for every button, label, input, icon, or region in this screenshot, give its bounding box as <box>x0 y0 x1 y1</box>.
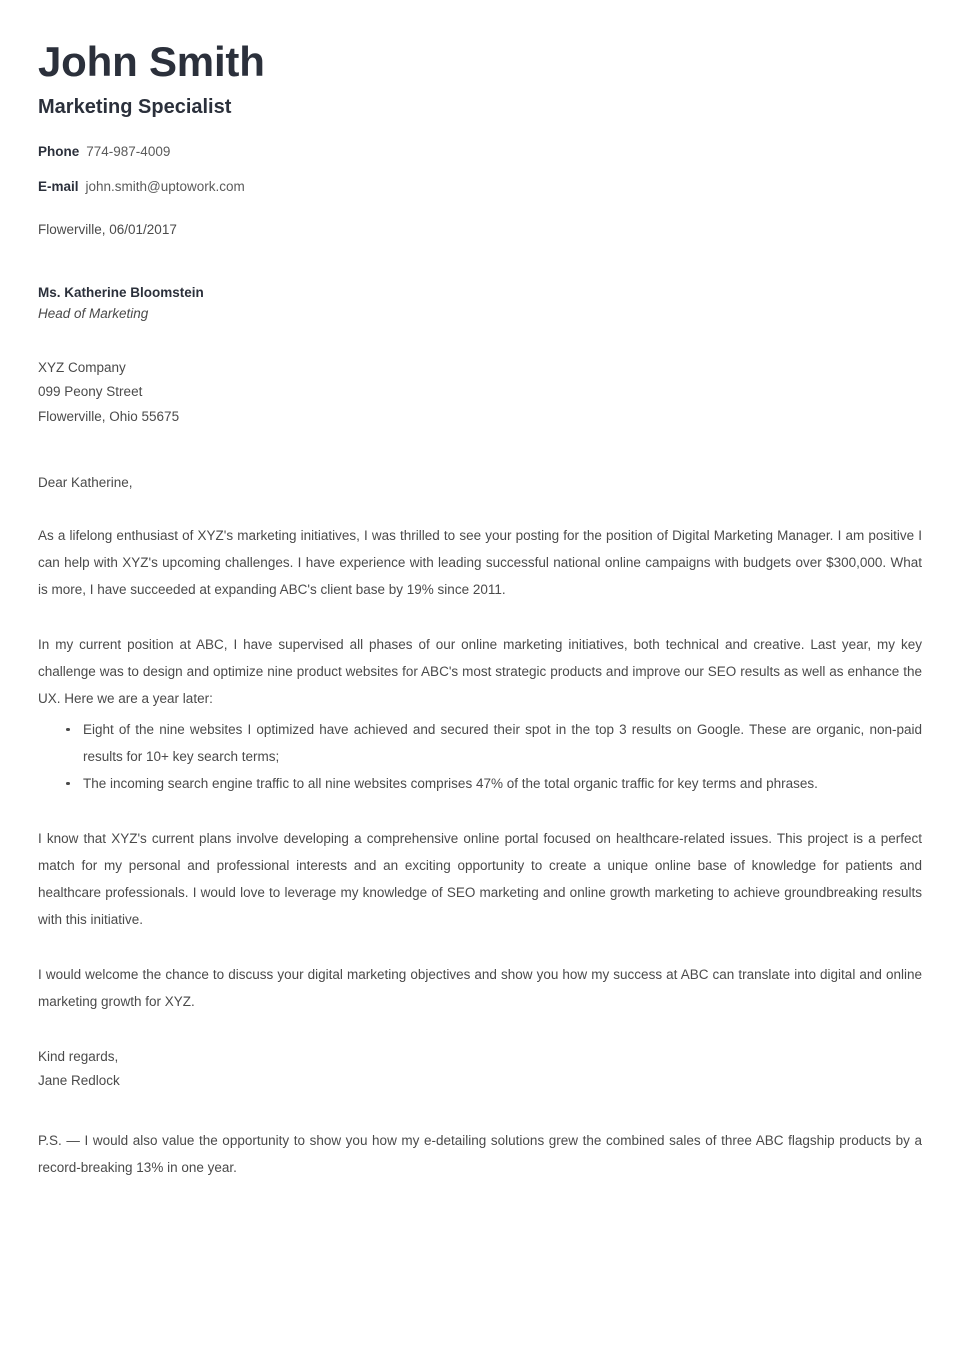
achievements-list <box>38 716 922 797</box>
contact-value-email[interactable]: john.smith@uptowork.com <box>85 178 245 194</box>
signature-name: Jane Redlock <box>38 1073 120 1089</box>
body-paragraph-3: I know that XYZ's current plans involve developing a comprehensive online portal focused on healthcare-related issues. This project is a perfect match for my personal and professional interests and an exciting opportunity to create a unique online base of knowledge for patients and healthcare professionals. I would love to leverage my knowledge of SEO marketing and online growth marketing to achieve groundbreaking results with this initiative. <box>38 830 922 927</box>
salutation: Dear Katherine, <box>38 475 133 491</box>
contact-label-phone: Phone <box>38 144 80 160</box>
address-line-street: 099 Peony Street <box>38 384 143 400</box>
applicant-name: John Smith <box>38 38 265 85</box>
postscript: P.S. — I would also value the opportunity to show you how my e-detailing solutions grew the combined sales of three ABC flagship products by a record-breaking 13% in one year. <box>38 1132 922 1175</box>
address-line-company: XYZ Company <box>38 359 126 375</box>
list-item: Eight of the nine websites I optimized have achieved and secured their spot in the top 3 results on Google. These are organic, non-paid results for 10+ key search terms; <box>64 716 922 770</box>
address-line-city: Flowerville, Ohio 55675 <box>38 408 180 424</box>
applicant-job-title: Marketing Specialist <box>38 96 232 119</box>
contact-row-phone <box>38 143 922 161</box>
body-paragraph-1: As a lifelong enthusiast of XYZ's marketing initiatives, I was thrilled to see your posting for the position of Digital Marketing Manager. I am positive I can help with XYZ's upcoming challenges. I have experience with leading successful national online campaigns with budgets over $300,000. What is more, I have succeeded at expanding ABC's client base by 19% since 2011. <box>38 527 922 597</box>
contact-label-email: E-mail <box>38 178 79 194</box>
contact-row-email <box>38 178 922 196</box>
body-paragraph-4: I would welcome the chance to discuss your digital marketing objectives and show you how my success at ABC can translate into digital and online marketing growth for XYZ. <box>38 966 922 1009</box>
list-item: The incoming search engine traffic to all nine websites comprises 47% of the total organic traffic for key terms and phrases. <box>64 770 922 797</box>
recipient-role: Head of Marketing <box>38 306 149 322</box>
recipient-name: Ms. Katherine Bloomstein <box>38 284 204 300</box>
closing-salutation: Kind regards, <box>38 1048 119 1064</box>
closing-block <box>38 1045 922 1094</box>
body-paragraph-2: In my current position at ABC, I have supervised all phases of our online marketing initiatives, both technical and creative. Last year, my key challenge was to design and optimize nine product websites for ABC's most strategic products and improve our SEO results as well as enhance the UX. Here we are a year later: <box>38 636 922 706</box>
contact-value-phone[interactable]: 774-987-4009 <box>86 144 171 160</box>
recipient-block <box>38 283 922 324</box>
date-line: Flowerville, 06/01/2017 <box>38 222 177 238</box>
letter-header <box>38 38 922 195</box>
recipient-address-block <box>38 356 922 430</box>
